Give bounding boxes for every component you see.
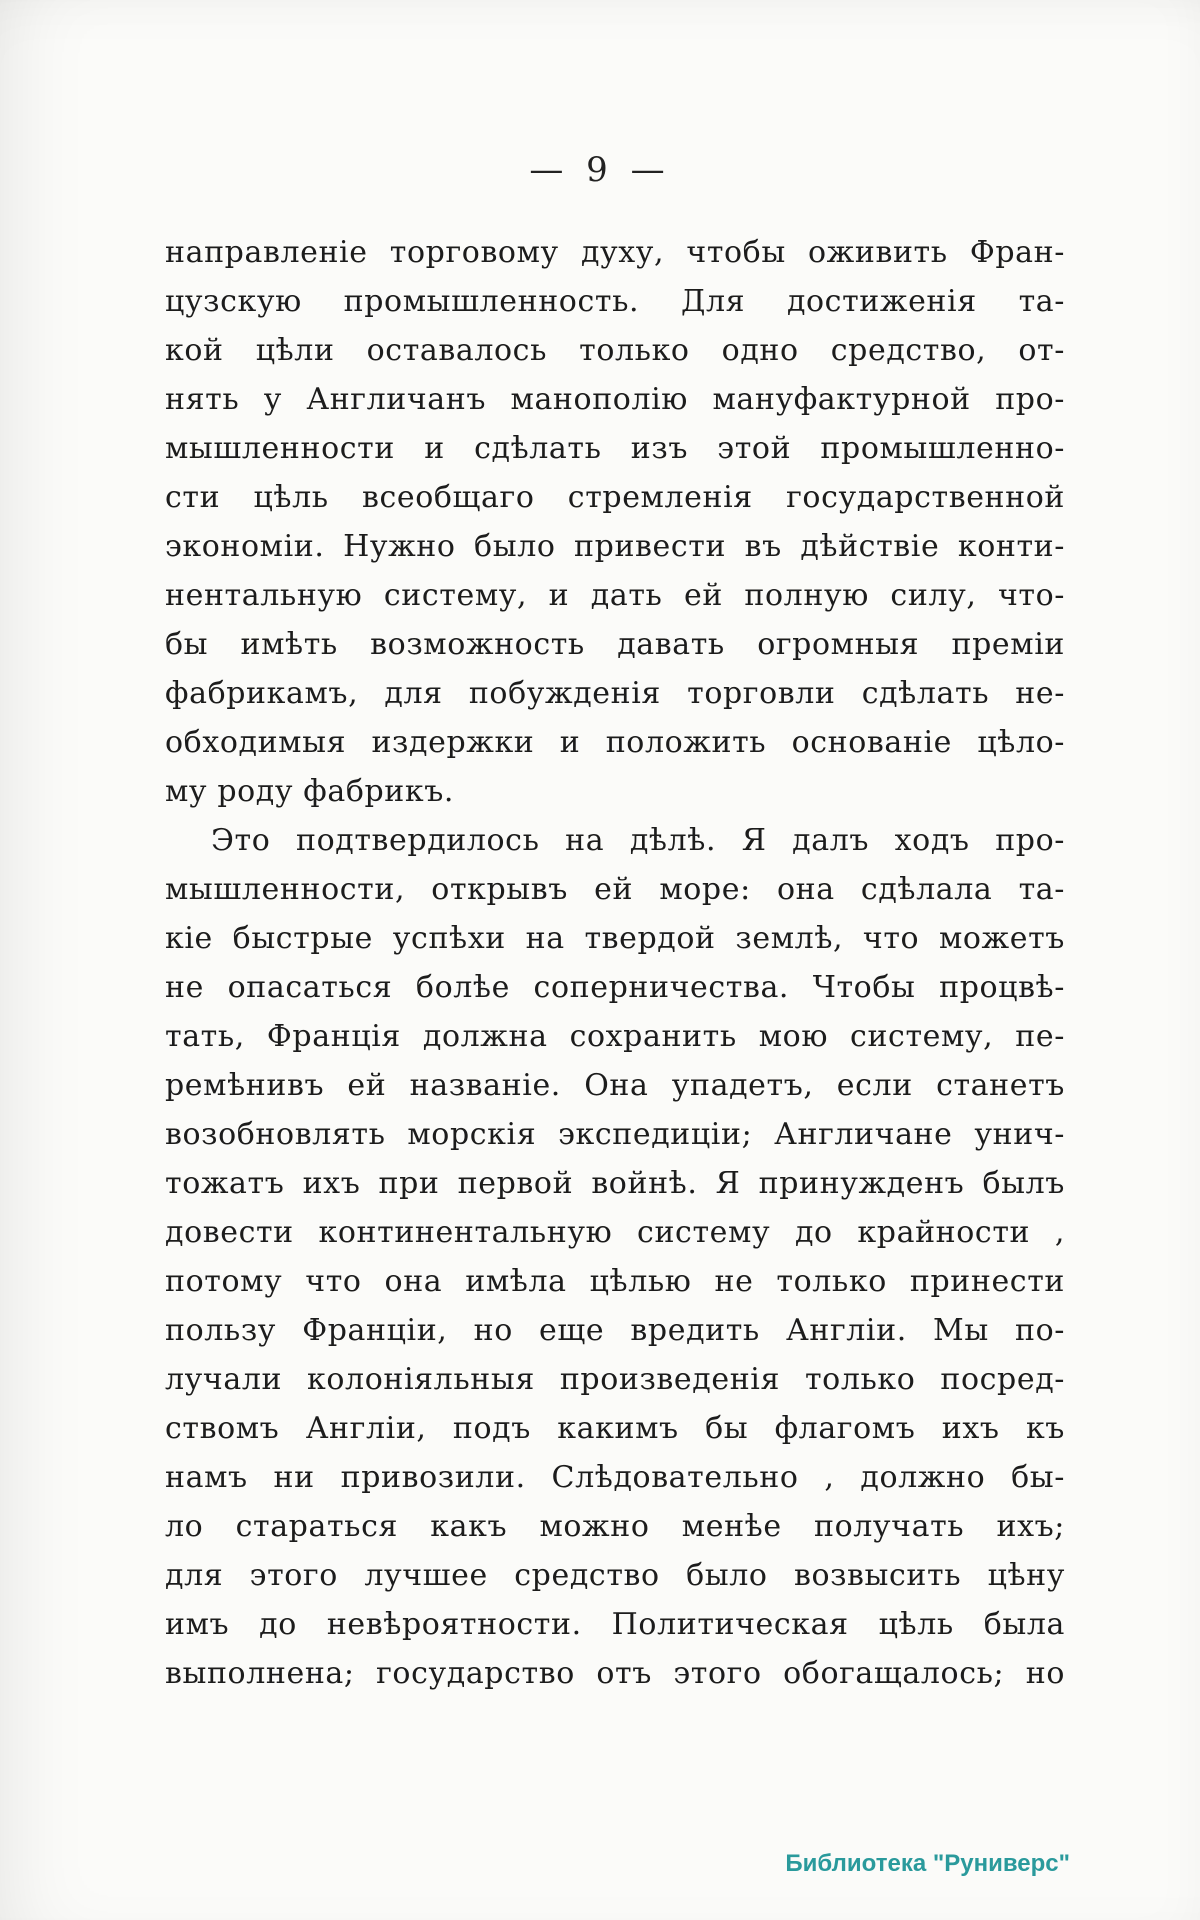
text-line: му роду фабрикъ. [165, 774, 455, 809]
text-line: нентальную систему, и дать ей полную силу, что- [165, 578, 1065, 613]
text-line: мышленности и сдѣлать изъ этой промышленно- [165, 431, 1065, 466]
text-line: направленіе торговому духу, чтобы оживить Фран- [165, 235, 1065, 270]
text-line: экономіи. Нужно было привести въ дѣйствіе конти- [165, 529, 1065, 564]
text-line: намъ ни привозили. Слѣдовательно , должно бы- [165, 1460, 1065, 1495]
text-line: тожатъ ихъ при первой войнѣ. Я принужденъ былъ [165, 1166, 1065, 1201]
text-line: обходимыя издержки и положить основаніе цѣло- [165, 725, 1065, 760]
text-line: пользу Франціи, но еще вредить Англіи. Мы по- [165, 1313, 1065, 1348]
text-line: фабрикамъ, для побужденія торговли сдѣлать не- [165, 676, 1065, 711]
text-line: выполнена; государство отъ этого обогащалось; но [165, 1656, 1065, 1691]
text-line: для этого лучшее средство было возвысить цѣну [165, 1558, 1065, 1593]
text-line: ремѣнивъ ей названіе. Она упадетъ, если станетъ [165, 1068, 1065, 1103]
text-line: мышленности, открывъ ей море: она сдѣлала та- [165, 872, 1065, 907]
library-watermark: Библиотека "Руниверс" [785, 1850, 1070, 1877]
text-line: кой цѣли оставалось только одно средство, от- [165, 333, 1065, 368]
text-line: бы имѣть возможность давать огромныя преміи [165, 627, 1065, 662]
text-line: тать, Франція должна сохранить мою систему, пе- [165, 1019, 1065, 1054]
text-line: сти цѣль всеобщаго стремленія государственной [165, 480, 1065, 515]
text-line: Это подтвердилось на дѣлѣ. Я далъ ходъ про- [211, 823, 1065, 858]
text-line: ствомъ Англіи, подъ какимъ бы флагомъ ихъ къ [165, 1411, 1065, 1446]
text-line: кіе быстрые успѣхи на твердой землѣ, что можетъ [165, 921, 1065, 956]
text-line: цузскую промышленность. Для достиженія та- [165, 284, 1065, 319]
text-line: довести континентальную систему до крайности , [165, 1215, 1065, 1250]
text-line: лучали колоніяльныя произведенія только посред- [165, 1362, 1065, 1397]
text-line: потому что она имѣла цѣлью не только принести [165, 1264, 1065, 1299]
page-text [165, 228, 1065, 1698]
text-line: возобновлять морскія экспедиціи; Англичане унич- [165, 1117, 1065, 1152]
text-line: имъ до невѣроятности. Политическая цѣль была [165, 1607, 1065, 1642]
text-line: ло стараться какъ можно менѣе получать ихъ; [165, 1509, 1065, 1544]
text-line: не опасаться болѣе соперничества. Чтобы процвѣ- [165, 970, 1065, 1005]
text-line: нять у Англичанъ манополію мануфактурной про- [165, 382, 1065, 417]
page-number: — 9 — [529, 150, 671, 190]
